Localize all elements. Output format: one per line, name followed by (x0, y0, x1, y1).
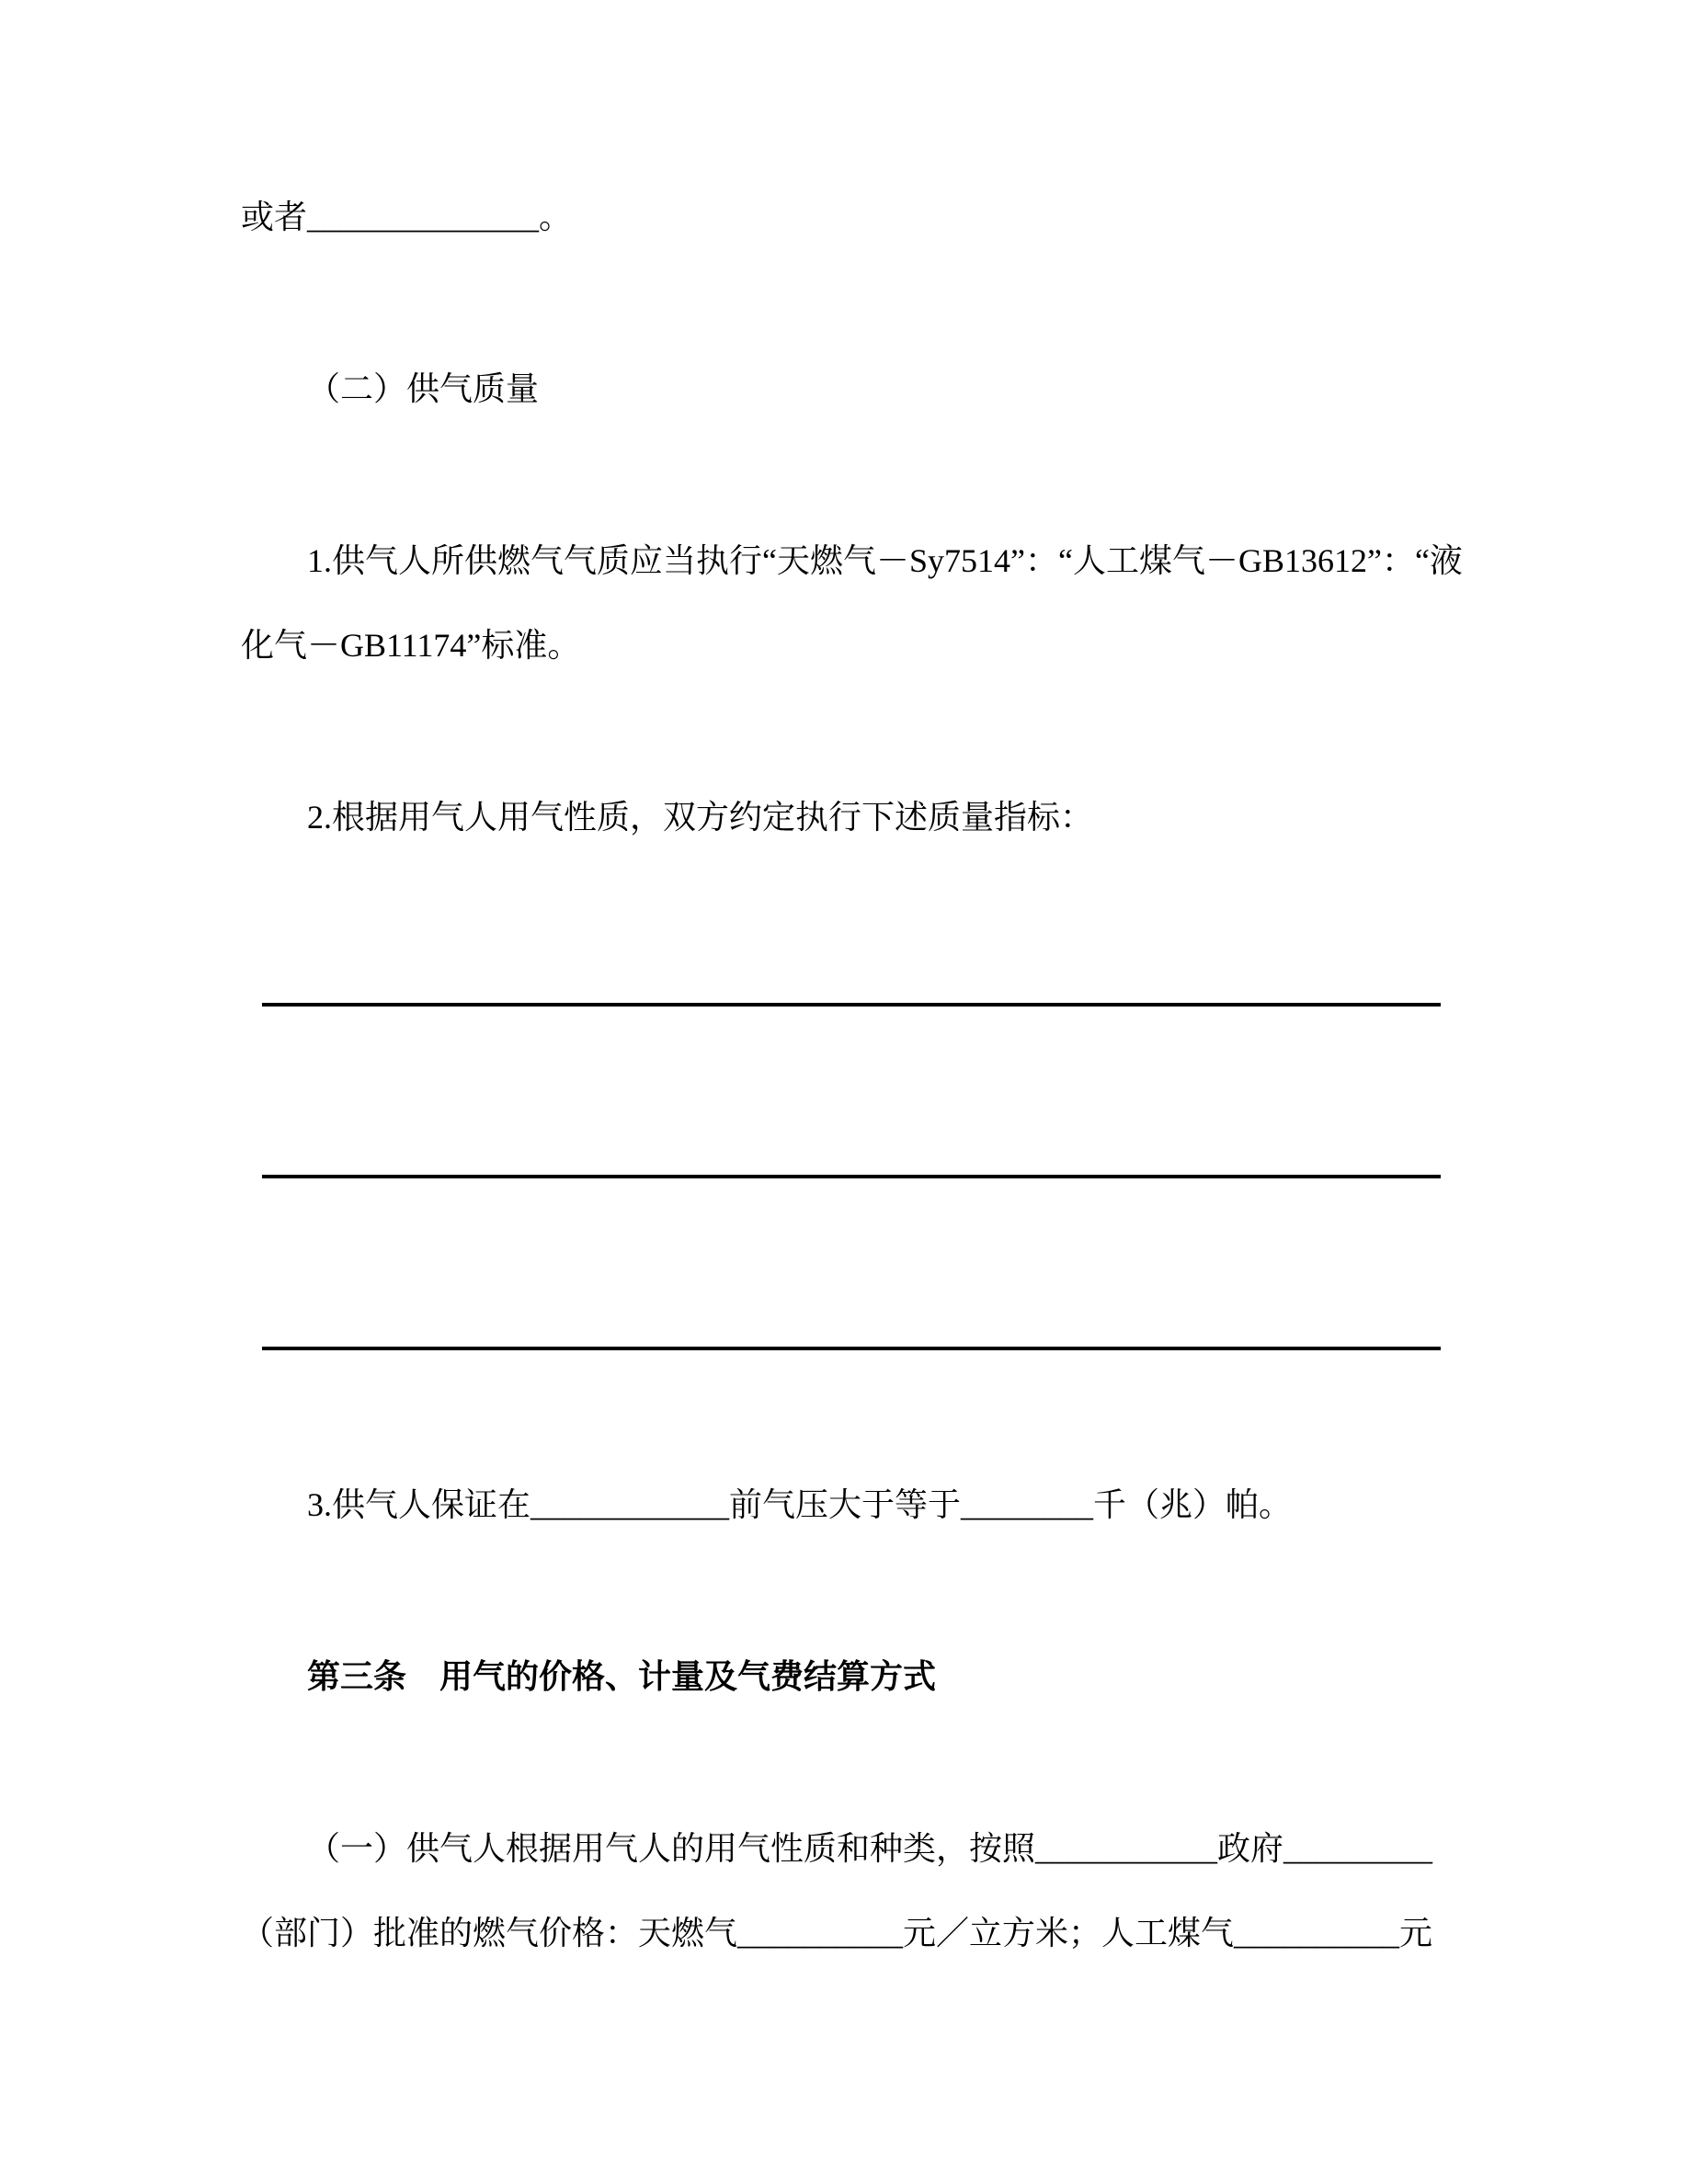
article-3-item-1-line-2: （部门）批准的燃气价格：天燃气__________元／立方米；人工煤气__________元 (241, 1915, 1433, 1951)
clause-2-quality-indicators: 2.根据用气人用气性质，双方约定执行下述质量指标： (307, 799, 1094, 836)
continuation-blank-line: 或者______________。 (241, 199, 573, 235)
blank-fill-line-3 (241, 1291, 1443, 1375)
blank-fill-line-2 (241, 1119, 1443, 1203)
section-heading-gas-quality: （二）供气质量 (307, 370, 540, 407)
clause-1-line-1: 1.供气人所供燃气气质应当执行“天燃气－Sy7514”：“人工煤气－GB13612”：“液 (307, 542, 1463, 579)
blank-fill-line-1 (241, 947, 1443, 1031)
article-3-heading: 第三条 用气的价格、计量及气费结算方式 (307, 1658, 937, 1695)
clause-1-line-2: 化气－GB11174”标准。 (241, 627, 581, 664)
clause-1-gas-standards (241, 518, 1463, 688)
clause-3-pressure-guarantee: 3.供气人保证在____________前气压大于等于________千（兆）帕。 (307, 1486, 1293, 1523)
article-3-item-1-line-1: （一）供气人根据用气人的用气性质和种类，按照___________政府_________ (307, 1830, 1433, 1867)
article-3-item-1-pricing (241, 1806, 1443, 1975)
blank-rule (262, 1119, 1441, 1178)
blank-rule (262, 1291, 1441, 1350)
blank-rule (262, 947, 1441, 1007)
